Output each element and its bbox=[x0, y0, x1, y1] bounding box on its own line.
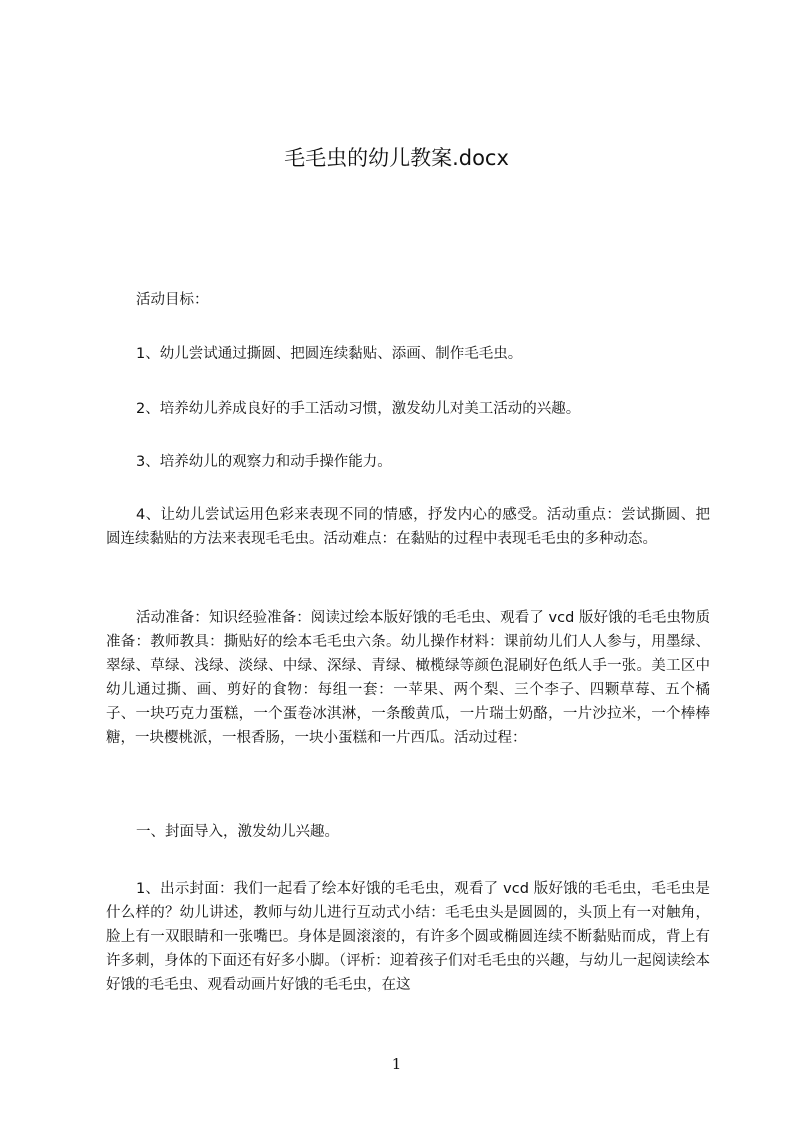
paragraph-goals-heading: 活动目标： bbox=[136, 292, 209, 308]
paragraph-goal-4: 4、让幼儿尝试运用色彩来表现不同的情感，抒发内心的感受。活动重点：尝试撕圆、把圆连续黏贴的方法来表现毛毛虫。活动难点：在黏贴的过程中表现毛毛虫的多种动态。 bbox=[106, 507, 710, 547]
paragraph-goal-1: 1、幼儿尝试通过撕圆、把圆连续黏贴、添画、制作毛毛虫。 bbox=[136, 346, 523, 362]
paragraph-section-1: 一、封面导入，激发幼儿兴趣。 bbox=[136, 824, 339, 840]
paragraph-goal-3: 3、培养幼儿的观察力和动手操作能力。 bbox=[136, 454, 392, 470]
paragraph-goal-2: 2、培养幼儿养成良好的手工活动习惯，激发幼儿对美工活动的兴趣。 bbox=[136, 401, 581, 417]
paragraph-step-1: 1、出示封面：我们一起看了绘本好饿的毛毛虫，观看了 vcd 版好饿的毛毛虫，毛毛虫是什么样的？幼儿讲述，教师与幼儿进行互动式小结：毛毛虫头是圆圆的，头顶上有一对触角，脸上有一双眼睛和一张嘴巴。身体是圆滚滚的，有许多个圆或椭圆连续不断黏贴而成，背上有许多刺，身体的下面还有好多小脚。（评析：迎着孩子们对毛毛虫的兴趣，与幼儿一起阅读绘本好饿的毛毛虫、观看动画片好饿的毛毛虫，在这 bbox=[106, 881, 710, 993]
paragraph-preparation: 活动准备：知识经验准备：阅读过绘本版好饿的毛毛虫、观看了 vcd 版好饿的毛毛虫物质准备：教师教具：撕贴好的绘本毛毛虫六条。幼儿操作材料：课前幼儿们人人参与，用墨绿、翠绿、草绿、浅绿、淡绿、中绿、深绿、青绿、橄榄绿等颜色混刷好色纸人手一张。美工区中幼儿通过撕、画、剪好的食物：每组一套：一苹果、两个梨、三个李子、四颗草莓、五个橘子、一块巧克力蛋糕，一个蛋卷冰淇淋，一条酸黄瓜，一片瑞士奶酪，一片沙拉米，一个棒棒糖，一块樱桃派，一根香肠，一块小蛋糕和一片西瓜。活动过程： bbox=[106, 610, 710, 746]
document-title: 毛毛虫的幼儿教案.docx bbox=[284, 146, 509, 170]
page-number: 1 bbox=[391, 1055, 402, 1073]
